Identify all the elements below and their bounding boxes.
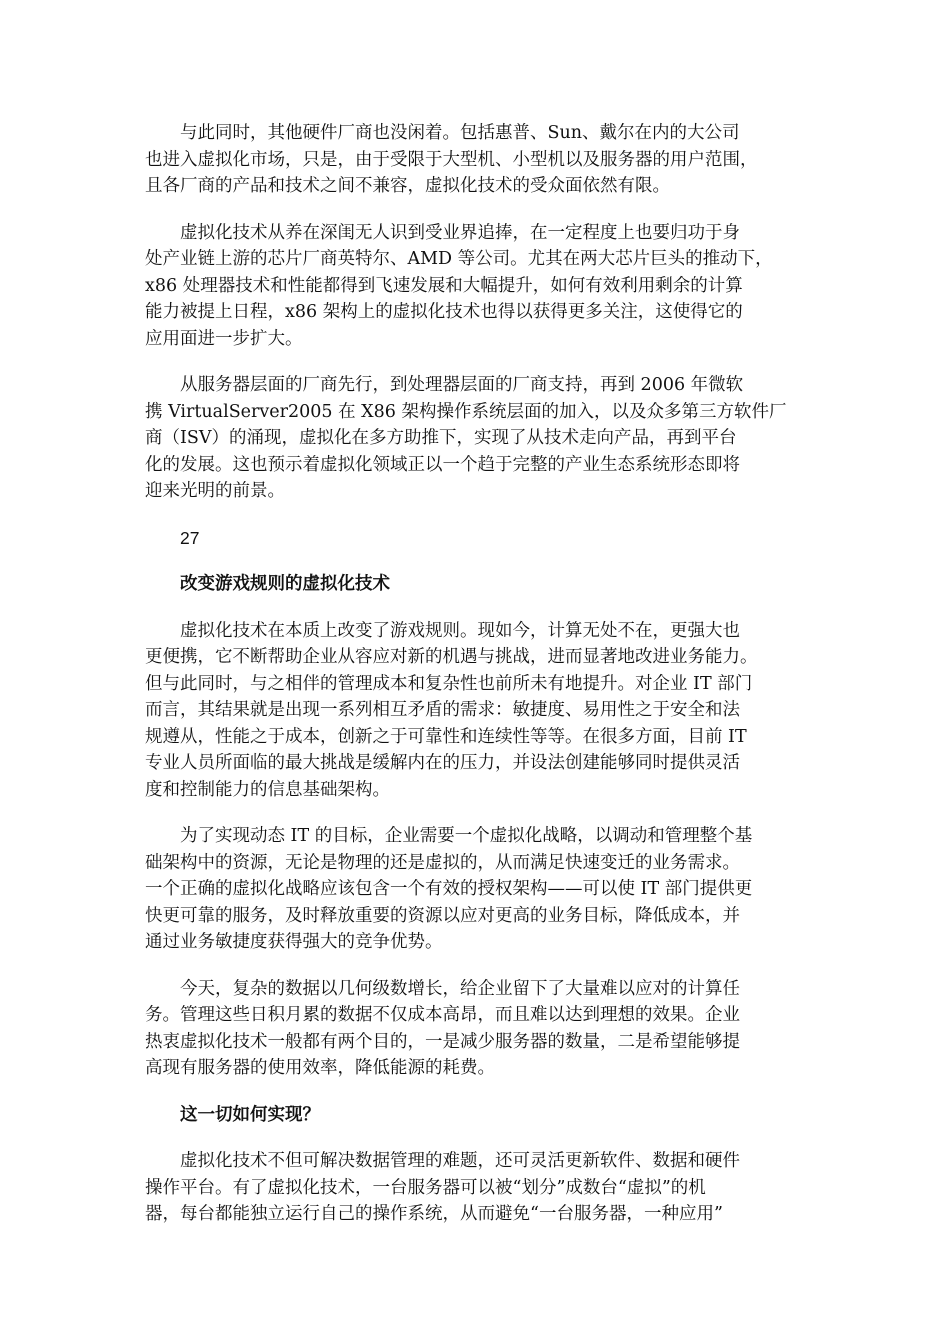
- text-line: 务。管理这些日积月累的数据不仅成本高昂，而且难以达到理想的效果。企业: [145, 1005, 740, 1025]
- text-line: 商（ISV）的涌现，虚拟化在多方助推下，实现了从技术走向产品，再到平台: [145, 428, 737, 448]
- document-page: [145, 120, 810, 1228]
- section-paragraph-1: [145, 618, 810, 804]
- text-line: x86 处理器技术和性能都得到飞速发展和大幅提升，如何有效利用剩余的计算: [145, 275, 743, 296]
- text-line: 且各厂商的产品和技术之间不兼容，虚拟化技术的受众面依然有限。: [145, 176, 670, 196]
- text-line: 也进入虚拟化市场，只是，由于受限于大型机、小型机以及服务器的用户范围，: [145, 149, 758, 170]
- text-line: 化的发展。这也预示着虚拟化领域正以一个趋于完整的产业生态系统形态即将: [145, 454, 740, 475]
- text-line: 虚拟化技术从养在深闺无人识到受业界追捧，在一定程度上也要归功于身: [180, 222, 740, 243]
- subheading: 这一切如何实现？: [180, 1104, 320, 1125]
- text-line: 高现有服务器的使用效率，降低能源的耗费。: [145, 1058, 495, 1078]
- section-paragraph-3: [145, 976, 810, 1082]
- text-line: 操作平台。有了虚拟化技术，一台服务器可以被“划分”成数台“虚拟”的机: [145, 1177, 706, 1198]
- text-line: 但与此同时，与之相伴的管理成本和复杂性也前所未有地提升。对企业 IT 部门: [145, 673, 753, 694]
- text-line: 处产业链上游的芯片厂商英特尔、AMD 等公司。尤其在两大芯片巨头的推动下，: [145, 249, 773, 269]
- text-line: 能力被提上日程，x86 架构上的虚拟化技术也得以获得更多关注，这使得它的: [145, 302, 743, 322]
- section-paragraph-2: [145, 823, 810, 956]
- text-line: 热衷虚拟化技术一般都有两个目的，一是减少服务器的数量，二是希望能够提: [145, 1031, 740, 1052]
- text-line: 通过业务敏捷度获得强大的竞争优势。: [145, 932, 443, 952]
- text-line: 携 VirtualServer2005 在 X86 架构操作系统层面的加入，以及众多第三方软件厂: [145, 401, 787, 422]
- text-line: 而言，其结果就是出现一系列相互矛盾的需求：敏捷度、易用性之于安全和法: [145, 700, 740, 720]
- text-line: 迎来光明的前景。: [145, 481, 285, 501]
- paragraph-3: [145, 372, 810, 505]
- text-line: 专业人员所面临的最大挑战是缓解内在的压力，并设法创建能够同时提供灵活: [145, 753, 740, 773]
- text-line: 规遵从，性能之于成本，创新之于可靠性和连续性等等。在很多方面，目前 IT: [145, 726, 747, 747]
- text-line: 虚拟化技术在本质上改变了游戏规则。现如今，计算无处不在，更强大也: [180, 620, 740, 641]
- paragraph-1: [145, 120, 810, 200]
- text-line: 度和控制能力的信息基础架构。: [145, 779, 390, 800]
- text-line: 器，每台都能独立运行自己的操作系统，从而避免“一台服务器，一种应用”: [145, 1204, 723, 1224]
- text-line: 更便携，它不断帮助企业从容应对新的机遇与挑战，进而显著地改进业务能力。: [145, 647, 758, 667]
- final-paragraph: [145, 1148, 810, 1228]
- text-line: 应用面进一步扩大。: [145, 328, 303, 349]
- page-number: 27: [180, 527, 200, 548]
- text-line: 虚拟化技术不但可解决数据管理的难题，还可灵活更新软件、数据和硬件: [180, 1151, 740, 1171]
- text-line: 快更可靠的服务，及时释放重要的资源以应对更高的业务目标，降低成本，并: [145, 905, 740, 926]
- text-line: 今天，复杂的数据以几何级数增长，给企业留下了大量难以应对的计算任: [180, 978, 740, 999]
- text-line: 为了实现动态 IT 的目标，企业需要一个虚拟化战略，以调动和管理整个基: [180, 826, 753, 846]
- paragraph-2: [145, 220, 810, 353]
- text-line: 与此同时，其他硬件厂商也没闲着。包括惠普、Sun、戴尔在内的大公司: [180, 123, 740, 143]
- text-line: 础架构中的资源，无论是物理的还是虚拟的，从而满足快速变迁的业务需求。: [145, 852, 740, 873]
- section-heading: 改变游戏规则的虚拟化技术: [180, 574, 390, 594]
- text-line: 一个正确的虚拟化战略应该包含一个有效的授权架构——可以使 IT 部门提供更: [145, 879, 753, 899]
- text-line: 从服务器层面的厂商先行，到处理器层面的厂商支持，再到 2006 年微软: [180, 375, 744, 395]
